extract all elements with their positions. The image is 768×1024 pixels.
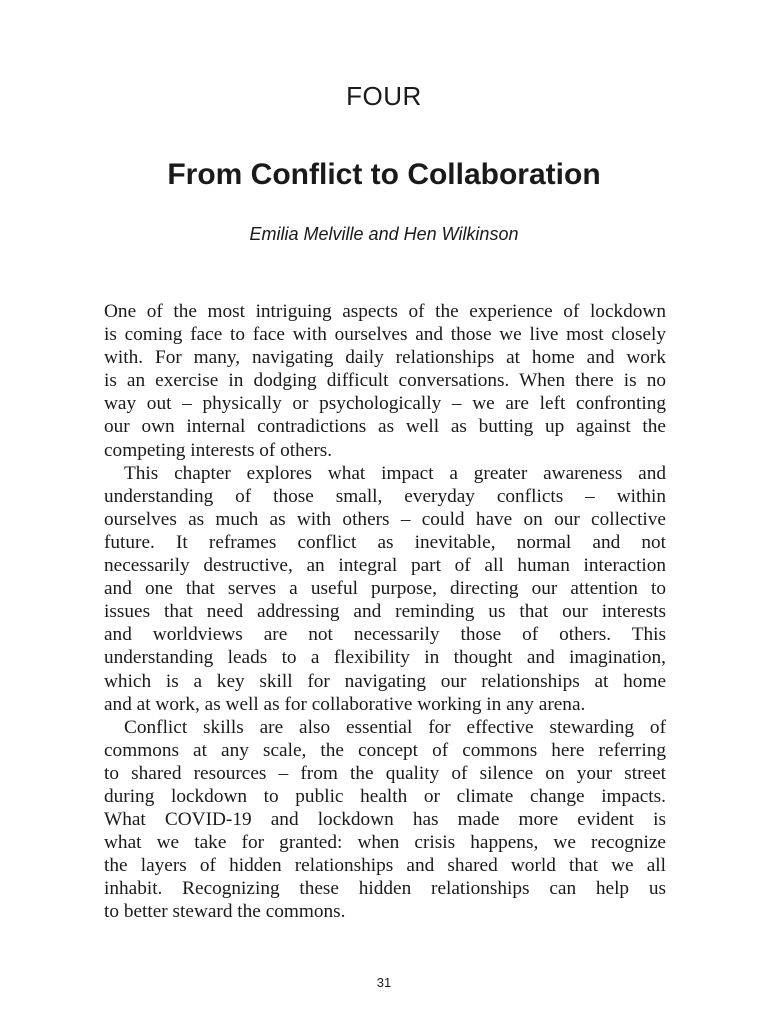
- text-line: way out – physically or psychologically – we are left confronting: [104, 393, 666, 415]
- text-line: and at work, as well as for collaborative working in any arena.: [104, 693, 586, 715]
- text-line: is an exercise in dodging difficult conversations. When there is no: [104, 370, 666, 392]
- text-line: during lockdown to public health or climate change impacts.: [104, 785, 666, 807]
- text-line: to shared resources – from the quality of silence on your street: [104, 762, 666, 784]
- text-line: future. It reframes conflict as inevitable, normal and not: [104, 531, 666, 553]
- text-line: One of the most intriguing aspects of the experience of lockdown: [104, 301, 666, 322]
- text-line: what we take for granted: when crisis happens, we recognize: [104, 832, 666, 854]
- text-line: and worldviews are not necessarily those of others. This: [104, 624, 666, 646]
- paragraph-3: [104, 716, 666, 924]
- chapter-number: FOUR: [346, 81, 422, 111]
- text-line: which is a key skill for navigating our relationships at home: [104, 670, 666, 692]
- text-line: understanding of those small, everyday conflicts – within: [104, 485, 666, 507]
- paragraph-1: [104, 300, 666, 462]
- text-line: inhabit. Recognizing these hidden relationships can help us: [104, 878, 666, 900]
- text-line: with. For many, navigating daily relationships at home and work: [104, 347, 666, 369]
- text-line: to better steward the commons.: [104, 901, 346, 923]
- text-line: understanding leads to a flexibility in thought and imagination,: [104, 647, 666, 669]
- chapter-title: From Conflict to Collaboration: [167, 158, 601, 191]
- text-line: Conflict skills are also essential for effective stewarding of: [124, 716, 666, 738]
- text-line: the layers of hidden relationships and shared world that we all: [104, 855, 666, 877]
- text-line: commons at any scale, the concept of commons here referring: [104, 739, 666, 761]
- text-line: necessarily destructive, an integral part of all human interaction: [104, 555, 666, 577]
- page-number: 31: [376, 975, 392, 990]
- chapter-authors: Emilia Melville and Hen Wilkinson: [249, 224, 519, 244]
- paragraph-2: [104, 462, 666, 716]
- text-line: This chapter explores what impact a greater awareness and: [124, 462, 666, 484]
- text-line: competing interests of others.: [104, 439, 333, 461]
- text-line: ourselves as much as with others – could have on our collective: [104, 508, 666, 530]
- text-line: What COVID-19 and lockdown has made more evident is: [104, 809, 666, 831]
- chapter-body: [104, 300, 666, 924]
- text-line: issues that need addressing and reminding us that our interests: [104, 601, 666, 623]
- text-line: and one that serves a useful purpose, directing our attention to: [104, 578, 666, 600]
- text-line: our own internal contradictions as well as butting up against the: [104, 416, 666, 438]
- text-line: is coming face to face with ourselves and those we live most closely: [104, 324, 666, 346]
